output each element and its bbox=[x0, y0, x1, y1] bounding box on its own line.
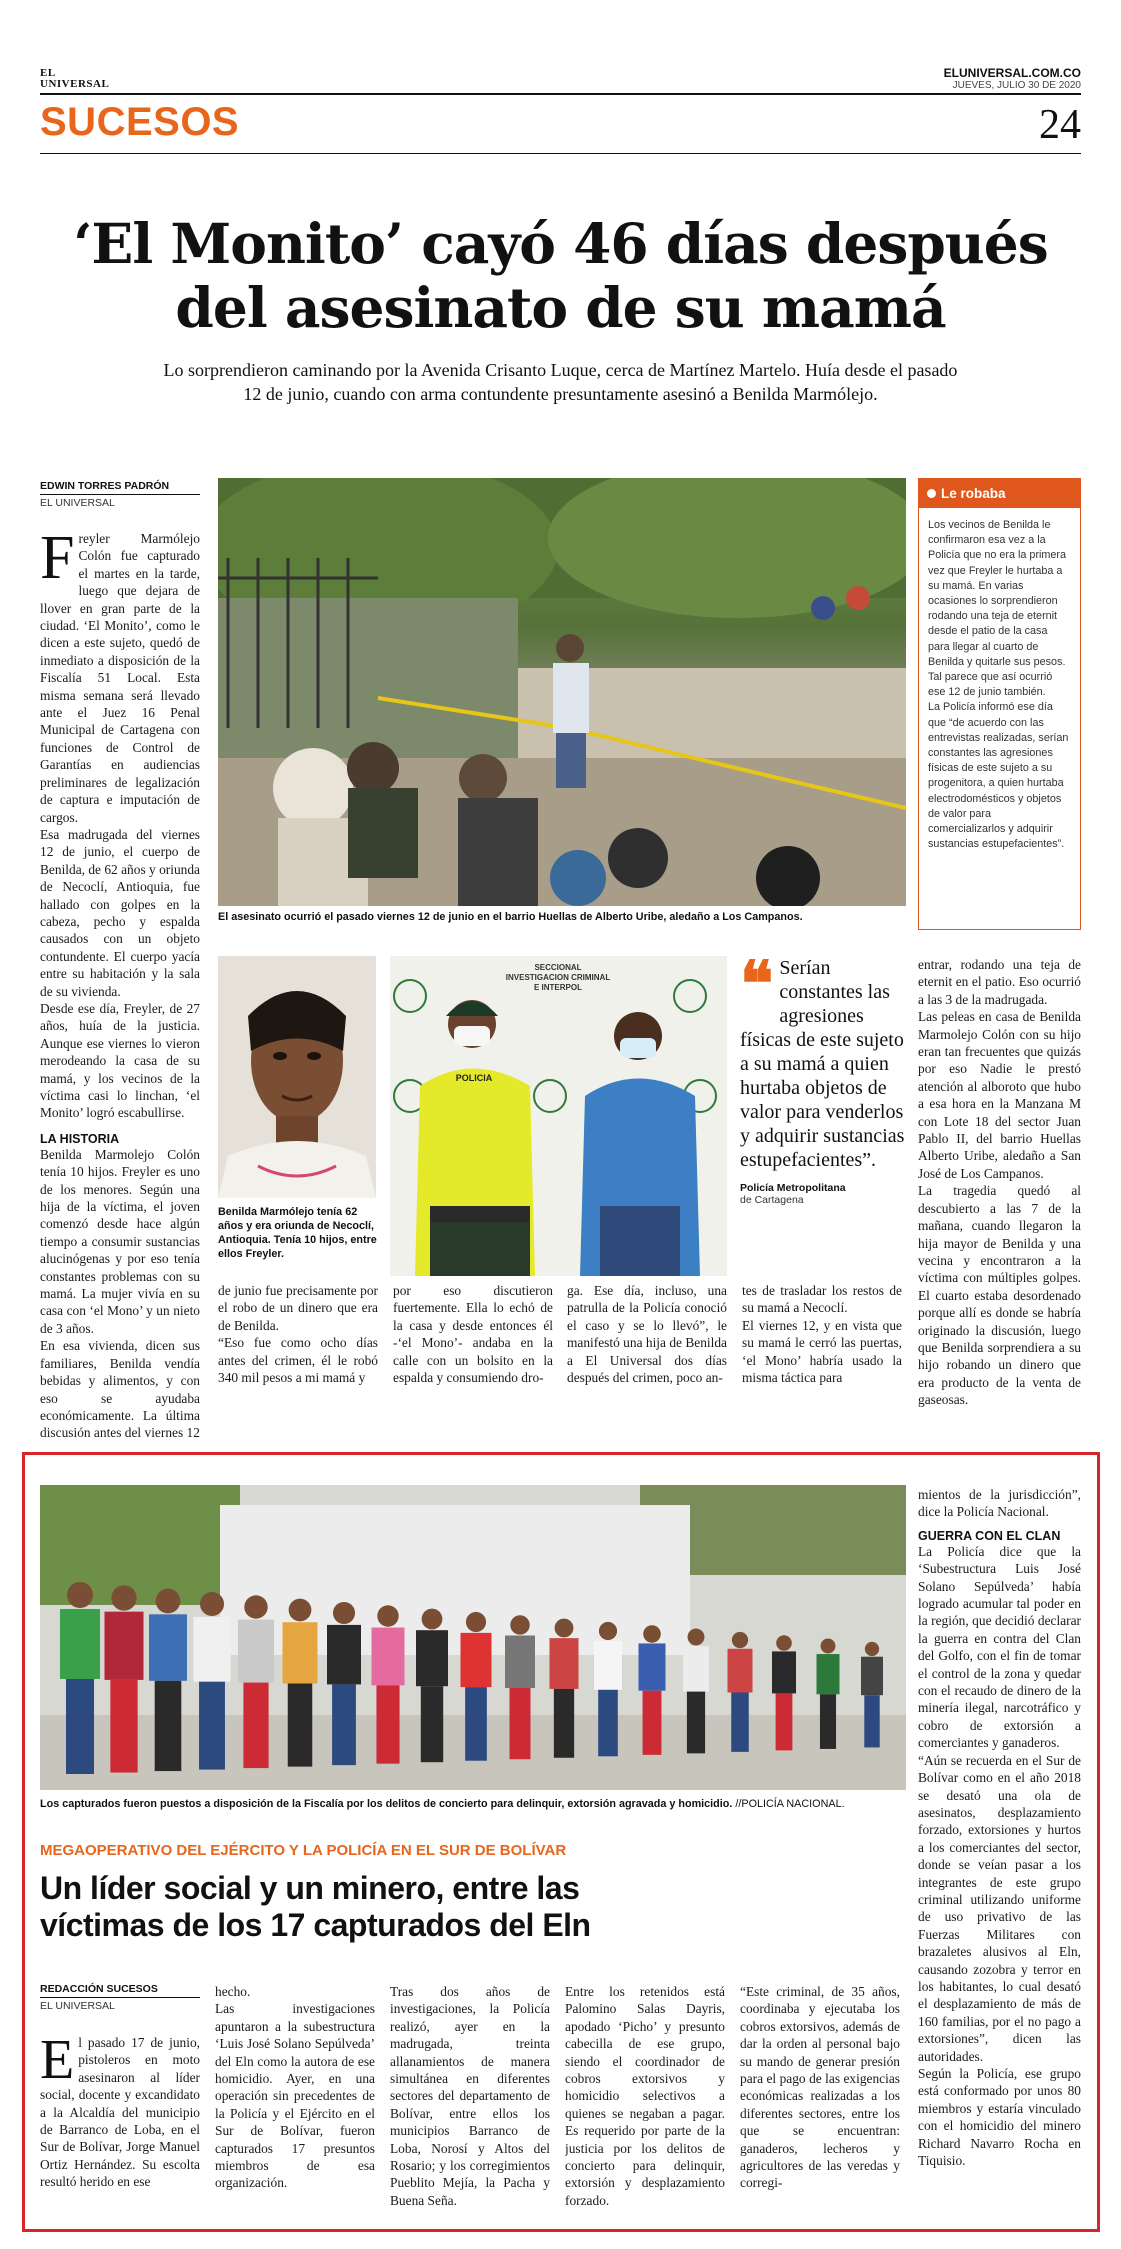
person-body bbox=[594, 1641, 622, 1690]
group-photo-caption bbox=[40, 1797, 920, 1811]
pull-quote bbox=[740, 947, 910, 1206]
article2-column-2: hecho. Las investigaciones apuntaron a la subestructura ‘Luis José Solano Sepúlveda’ del Eln como la autora de ese homicidio. Ayer, en una operación sin precedentes de la Policía y el Ejército en el Sur de Bolívar, fueron capturados 17 presuntos miembros de esa organización. bbox=[215, 1984, 375, 2191]
article2-byline bbox=[40, 1983, 200, 2012]
section-rule bbox=[40, 153, 1081, 154]
sidebar-title: Le robaba bbox=[941, 486, 1006, 501]
person-head bbox=[377, 1605, 398, 1626]
article2-kicker: MEGAOPERATIVO DEL EJÉRCITO Y LA POLICÍA EN EL SUR DE BOLÍVAR bbox=[40, 1842, 567, 1859]
byline bbox=[40, 480, 200, 509]
person-body bbox=[550, 1638, 579, 1689]
article2-text-col6b: La Policía dice que la ‘Subestructura Luis José Solano Sepúlveda’ había logrado acumular tal poder en la región, que decidió declarar la guerra en contra del Clan del Golfo, con el fin de tomar el control de la zona y quedar con el recaudo de dinero de la minería ilegal, narcotráfico y cobro de extorsión a comerciantes y ganaderos. “Aún se recuerda en el Sur de Bolívar como en el año 2018 se desató una ola de asesinatos, desplazamiento forzado, extorsiones y hurtos a los comerciantes del sector, donde se veían pasar a los integrantes de este grupo criminal utilizando uniforme de uso privativo de las Fuerzas Militares con brazaletes alusivos al Eln, causando zozobra y terror en los habitantes, lo cual desató el desplazamiento de más de 160 familias, por el no pago a extorsiones”, dicen las autoridades. Según la Policía, ese grupo está conformado por unos 80 miembros y estaría vinculado con el homicidio del minero Richard Navarro Rocha en Tiquisio. bbox=[918, 1543, 1081, 2169]
article2-headline bbox=[40, 1870, 900, 1944]
article-column-5: tes de trasladar los restos de su mamá a Necoclí. El viernes 12, y en vista que su mamá le cerró las puertas, ‘el Mono’ habría usado la misma táctica para bbox=[742, 1283, 902, 1386]
quote-source: Policía Metropolitana bbox=[740, 1182, 846, 1194]
svg-text:POLICIA: POLICIA bbox=[455, 1073, 493, 1083]
photo-credit: //POLICÍA NACIONAL. bbox=[735, 1798, 845, 1810]
subhead-historia: LA HISTORIA bbox=[40, 1131, 120, 1146]
crime-scene-illustration bbox=[218, 478, 906, 906]
article2-column-5: “Este criminal, de 35 años, coordinaba y ejecutaba los cobros extorsivos, además de dar la orden al personal bajo su mando de generar presión para el pago de las exigencias económicas realizadas a los diferentes sectores, entre los que se encuentran: ganaderos, lecheros y agricultores de las veredas y corregi- bbox=[740, 1984, 900, 2191]
person-body bbox=[105, 1612, 144, 1680]
person-head bbox=[865, 1642, 879, 1656]
victim-photo bbox=[218, 956, 376, 1198]
captured-group-photo bbox=[40, 1485, 906, 1790]
person-legs bbox=[288, 1684, 313, 1767]
person-head bbox=[688, 1629, 705, 1646]
person-legs bbox=[66, 1679, 94, 1774]
person-head bbox=[244, 1595, 267, 1618]
person-head bbox=[200, 1592, 224, 1616]
person-head bbox=[599, 1622, 617, 1640]
article2-text-col1: l pasado 17 de junio, pistoleros en moto asesinaron al líder social, docente y excandidato a la Alcaldía del municipio de Barranco de Loba, en el Sur de Bolívar, Jorge Manuel Ortiz Hernández. Su escolta resultó herido en ese bbox=[40, 2035, 200, 2190]
person-legs bbox=[776, 1693, 793, 1750]
article-deck bbox=[60, 358, 1061, 406]
person-legs bbox=[110, 1680, 137, 1773]
quote-source-sub: de Cartagena bbox=[740, 1194, 804, 1206]
person-legs bbox=[243, 1683, 268, 1769]
person-body bbox=[283, 1622, 318, 1683]
person-head bbox=[333, 1602, 355, 1624]
person-head bbox=[67, 1582, 93, 1608]
person-legs bbox=[554, 1689, 574, 1758]
person-head bbox=[111, 1585, 136, 1610]
person-head bbox=[732, 1632, 748, 1648]
person-body bbox=[639, 1643, 666, 1690]
person-head bbox=[289, 1599, 312, 1622]
section-title: SUCESOS bbox=[40, 100, 240, 144]
person-body bbox=[683, 1646, 709, 1692]
article2-text-col6a: mientos de la jurisdicción”, dice la Policía Nacional. bbox=[918, 1487, 1081, 1520]
website-label: ELUNIVERSAL.COM.CO bbox=[943, 66, 1081, 80]
svg-text:E INTERPOL: E INTERPOL bbox=[533, 983, 583, 992]
article-column-4: ga. Ese día, incluso, una patrulla de la Policía conoció el caso y se lo llevó”, le manifestó una hija de Benilda a El Universal dos días después del crimen, poco an- bbox=[567, 1283, 727, 1386]
headline-line-1: ‘El Monito’ cayó 46 días después bbox=[73, 211, 1048, 276]
person-head bbox=[422, 1609, 443, 1630]
person-legs bbox=[598, 1690, 618, 1757]
newspaper-logo bbox=[40, 68, 110, 90]
person-legs bbox=[376, 1685, 399, 1763]
person-body bbox=[372, 1628, 405, 1686]
main-photo-caption: El asesinato ocurrió el pasado viernes 12 de junio en el barrio Huellas de Alberto Uribe, aledaño a Los Campanos. bbox=[218, 911, 803, 923]
person-body bbox=[861, 1657, 883, 1696]
crime-scene-photo bbox=[218, 478, 906, 906]
article2-column-4: Entre los retenidos está Palomino Salas Dayris, apodado ‘Picho’ y presunto cabecilla de ese grupo, siendo el coordinador de cobros extorsivos y homicidio selectivos a quienes se negaban a pagar. Es requerido por parte de la justicia por los delitos de concierto para delinquir, extorsión y desplazamiento forzado. bbox=[565, 1984, 725, 2208]
article2-headline-line-1: Un líder social y un minero, entre las bbox=[40, 1870, 580, 1906]
article2-byline-organization: EL UNIVERSAL bbox=[40, 2000, 115, 2012]
sidebar-text: Los vecinos de Benilda le confirmaron esa vez a la Policía que no era la primera vez que Freyler le hurtaba a su mamá. En varias ocasiones lo sorprendieron rodando una teja de eternit desde el patio de la casa para llegar al cuarto de Benilda y quitarle sus pesos. Tal parece que así ocurrió ese 12 de junio también. La Policía informó ese día que “de acuerdo con las entrevistas realizadas, serían constantes las agresiones físicas de este sujeto a su progenitora, a quien hurtaba electrodomésticos y objetos de valor para comercializarlos y adquirir sustancias estupefacientes”. bbox=[928, 519, 1069, 851]
body-text-col1: reyler Marmólejo Colón fue capturado el martes en la tarde, luego que dejara de llover en gran parte de la ciudad. ‘El Monito’, como le dicen a este sujeto, quedó de inmediato a disposición de la Fiscalía 51 Local. Esta misma semana será llevado ante el Juez 16 Penal Municipal de Cartagena con funciones de Control de Garantías en audiencias preliminares de legalización de captura e imputación de cargos. Esa madrugada del viernes 12 de junio, el cuerpo de Benilda, de 62 años y oriunda de Necoclí, Antioquia, fue hallado con golpes en la cabeza, pecho y espalda causados con un objeto contundente. El cuerpo yacía entre su habitación y la sala de su vivienda. Desde ese día, Freyler, de 27 años, huía de la justicia. Aunque ese viernes lo vieron merodeando la casa de su mamá, y los vecinos de la víctima casi lo linchan, ‘el Monito’ logró escabullirse. bbox=[40, 531, 200, 1121]
person-legs bbox=[421, 1686, 443, 1762]
svg-text:INVESTIGACION CRIMINAL: INVESTIGACION CRIMINAL bbox=[505, 973, 611, 982]
person-legs bbox=[864, 1695, 879, 1747]
person-legs bbox=[155, 1681, 182, 1771]
arrest-photo-illustration bbox=[390, 956, 727, 1276]
byline-author: EDWIN TORRES PADRÓN bbox=[40, 480, 200, 495]
person-body bbox=[461, 1633, 492, 1687]
person-head bbox=[821, 1639, 836, 1654]
person-body bbox=[505, 1636, 535, 1689]
article-column-3: por eso discutieron fuertemente. Ella lo echó de la casa y desde entonces él -‘el Mono’- andaba en la calle con un bolsito en la espalda y consumiendo dro- bbox=[393, 1283, 553, 1386]
deck-line-1: Lo sorprendieron caminando por la Avenida Crisanto Luque, cerca de Martínez Martelo. Huía desde el pasado bbox=[163, 360, 958, 380]
person-body bbox=[416, 1630, 448, 1686]
person-head bbox=[643, 1625, 661, 1643]
person-body bbox=[817, 1654, 840, 1694]
person-head bbox=[555, 1619, 574, 1638]
deck-line-2: 12 de junio, cuando con arma contundente presuntamente asesinó a Benilda Marmólejo. bbox=[243, 384, 878, 404]
article2-drop-cap: E bbox=[40, 2034, 75, 2091]
quote-mark-icon: ❝ bbox=[740, 947, 774, 1020]
person-legs bbox=[199, 1682, 225, 1770]
captured-group-illustration bbox=[40, 1485, 906, 1790]
person-head bbox=[466, 1612, 486, 1632]
article2-column-1 bbox=[40, 2034, 200, 2214]
victim-photo-caption: Benilda Marmólejo tenía 62 años y era oriunda de Necoclí, Antioquia. Tenía 10 hijos, entre ellos Freyler. bbox=[218, 1206, 377, 1260]
person-legs bbox=[643, 1691, 662, 1755]
issue-date: JUEVES, JULIO 30 DE 2020 bbox=[952, 80, 1081, 91]
victim-portrait bbox=[218, 956, 376, 1198]
person-body bbox=[149, 1614, 187, 1681]
article-column-1 bbox=[40, 524, 200, 1441]
drop-cap: F bbox=[40, 524, 75, 592]
person-head bbox=[156, 1589, 181, 1614]
quote-text: Serían constantes las agresiones físicas de este sujeto a su mamá a quien hurtaba objetos de valor para venderlos y adquirir sustancias estupefacientes”. bbox=[740, 957, 905, 1171]
subhead-guerra: GUERRA CON EL CLAN bbox=[918, 1528, 1061, 1543]
byline-organization: EL UNIVERSAL bbox=[40, 497, 115, 509]
person-legs bbox=[332, 1684, 356, 1765]
article-column-6: entrar, rodando una teja de eternit en el patio. Eso ocurrió a las 3 de la madrugada. Las peleas en casa de Benilda Marmolejo Colón con su hijo eran tan frecuentes que quizás por eso Nadie le prestó atención al alboroto que hubo a esa hora en la Manzana M con Lote 18 del sector Juan Pablo II, del barrio Huellas Alberto Uribe, aledaño a San José de Los Campanos. La tragedia quedó al descubierto a las 7 de la mañana, cuando llegaron la hija mayor de Benilda y una vecina y encontraron a la víctima con múltiples golpes. El cuarto estaba desordenado porque allí es donde se habría originado la discusión, luego que Benilda sorprendiera a su hijo robando un dinero que era producto de la venta de gaseosas. bbox=[918, 957, 1081, 1408]
person-legs bbox=[731, 1693, 749, 1752]
headline-line-2: del asesinato de su mamá bbox=[175, 275, 946, 340]
arrest-photo bbox=[390, 956, 727, 1276]
article2-byline-author: REDACCIÓN SUCESOS bbox=[40, 1983, 200, 1998]
person-body bbox=[60, 1609, 100, 1679]
person-legs bbox=[687, 1692, 705, 1754]
page-number: 24 bbox=[1039, 102, 1081, 148]
article-headline bbox=[40, 212, 1081, 340]
person-head bbox=[776, 1635, 792, 1651]
body-text-col1b: Benilda Marmolejo Colón tenía 10 hijos. Freyler es uno de los menores. Según una hija de la víctima, el joven comenzó desde hace algún tiempo a consumir sustancias alucinógenas y por eso tenía constantes problemas con su mamá. La mujer vivía en su casa con ‘el Mono’ y un nieto de 3 años. En esa vivienda, dicen sus familiares, Benilda vendía bebidas y alimentos, y con eso se ayudaba económicamente. La última discusión antes del viernes 12 bbox=[40, 1146, 200, 1441]
person-body bbox=[728, 1649, 753, 1693]
masthead-rule bbox=[40, 93, 1081, 95]
article2-headline-line-2: víctimas de los 17 capturados del Eln bbox=[40, 1907, 591, 1943]
sidebar-box bbox=[918, 478, 1081, 930]
group-caption-text: Los capturados fueron puestos a disposición de la Fiscalía por los delitos de concierto para delinquir, extorsión agravada y homicidio. bbox=[40, 1798, 733, 1810]
person-body bbox=[327, 1625, 361, 1685]
article2-column-6 bbox=[918, 1486, 1081, 2216]
article2-column-3: Tras dos años de investigaciones, la Policía realizó, ayer en la madrugada, treinta allanamientos de manera simultánea en diferentes sectores del departamento de Bolívar, entre ellos los municipios Barranco de Loba, Norosí y Altos del Rosario; y los corregimientos Pueblito Mejía, la Pacha y Buena Seña. bbox=[390, 1984, 550, 2208]
person-legs bbox=[510, 1688, 531, 1759]
bullet-icon bbox=[927, 489, 936, 498]
person-body bbox=[194, 1617, 231, 1682]
person-head bbox=[510, 1615, 530, 1635]
person-legs bbox=[465, 1687, 487, 1761]
person-body bbox=[772, 1651, 796, 1693]
logo-text: EL UNIVERSAL bbox=[40, 67, 110, 90]
article-column-2: de junio fue precisamente por el robo de un dinero que era de Benilda. “Eso fue como ocho días antes del crimen, él le robó 340 mil pesos a mi mamá y bbox=[218, 1283, 378, 1386]
police-sign-text: SECCIONAL bbox=[534, 963, 582, 972]
sidebar-header bbox=[919, 479, 1080, 508]
person-body bbox=[238, 1620, 274, 1683]
person-legs bbox=[820, 1694, 836, 1749]
